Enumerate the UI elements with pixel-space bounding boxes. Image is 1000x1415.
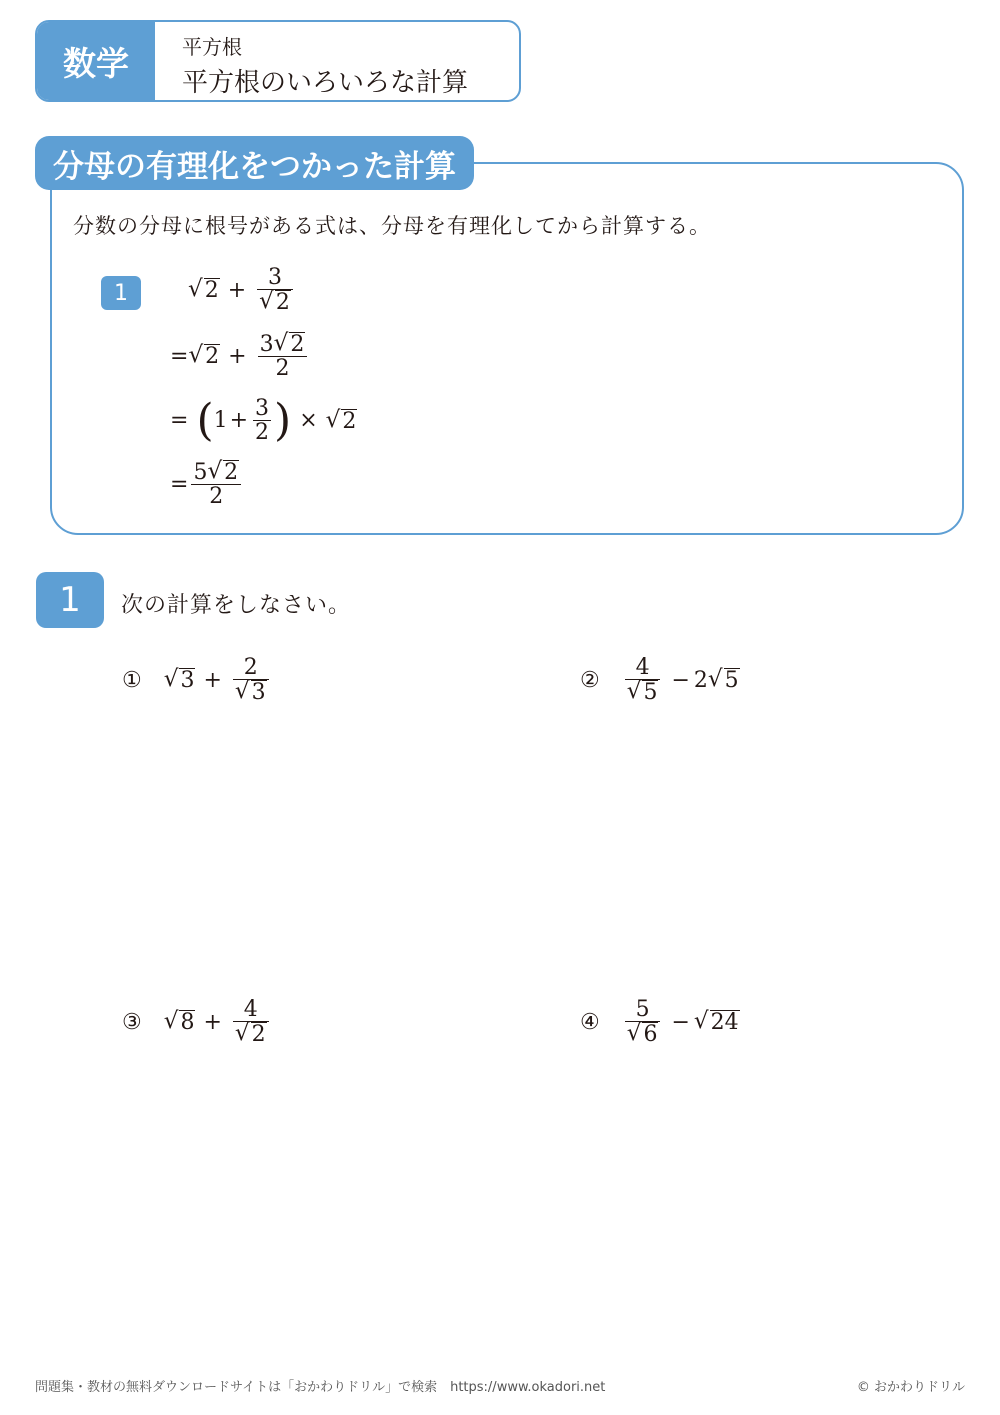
example-line-2: = √ 2 + 3 √ 2 2 xyxy=(170,332,310,380)
problem-3: ③ √ 8 + 4 √ 2 xyxy=(122,998,272,1046)
footer-source: 問題集・教材の無料ダウンロードサイトは「おかわりドリル」で検索 https://www.okadori.net xyxy=(35,1380,606,1395)
problem-number: ④ xyxy=(580,1009,600,1035)
example-line-1: √ 2 + 3 √ 2 xyxy=(188,266,296,314)
unit-label: 平方根 xyxy=(182,35,242,59)
footer-copyright: © おかわりドリル xyxy=(856,1380,965,1395)
problem-2: ② 4 √ 5 − 2 √ 5 xyxy=(580,655,739,706)
example-badge: 1 xyxy=(101,276,141,310)
fraction: 5 √ 2 2 xyxy=(191,460,241,508)
problem-4: ④ 5 √ 6 − √ 24 xyxy=(580,997,739,1048)
problem-number: ② xyxy=(580,667,600,693)
worksheet-title: 平方根のいろいろな計算 xyxy=(182,68,469,98)
problem-1: ① √ 3 + 2 √ 3 xyxy=(122,656,272,704)
example-line-3: = ( 1 + $\frac{3}{2}$ ) × √ 2 xyxy=(170,394,357,446)
section-title: 分母の有理化をつかった計算 xyxy=(35,136,474,190)
fraction: $\frac{3}{2}$ xyxy=(255,396,270,446)
fraction: 4 √ 2 xyxy=(233,998,269,1046)
radical-symbol: √ xyxy=(188,276,203,303)
subject-badge: 数学 xyxy=(37,22,155,100)
fraction: 3 √ 2 xyxy=(257,266,293,314)
fraction: 4 √ 5 xyxy=(625,656,661,704)
question-badge: 1 xyxy=(36,572,104,628)
fraction: 3 √ 2 2 xyxy=(258,332,308,380)
question-instruction: 次の計算をしなさい。 xyxy=(121,593,352,618)
radical: √ 2 xyxy=(188,276,219,304)
problem-number: ③ xyxy=(122,1009,142,1035)
fraction: 2 √ 3 xyxy=(233,656,269,704)
worksheet-header xyxy=(35,20,521,102)
problem-number: ① xyxy=(122,667,142,693)
example-line-4: = 5 √ 2 2 xyxy=(170,460,244,508)
section-description: 分数の分母に根号がある式は、分母を有理化してから計算する。 xyxy=(73,214,711,238)
fraction: 5 √ 6 xyxy=(625,998,661,1046)
